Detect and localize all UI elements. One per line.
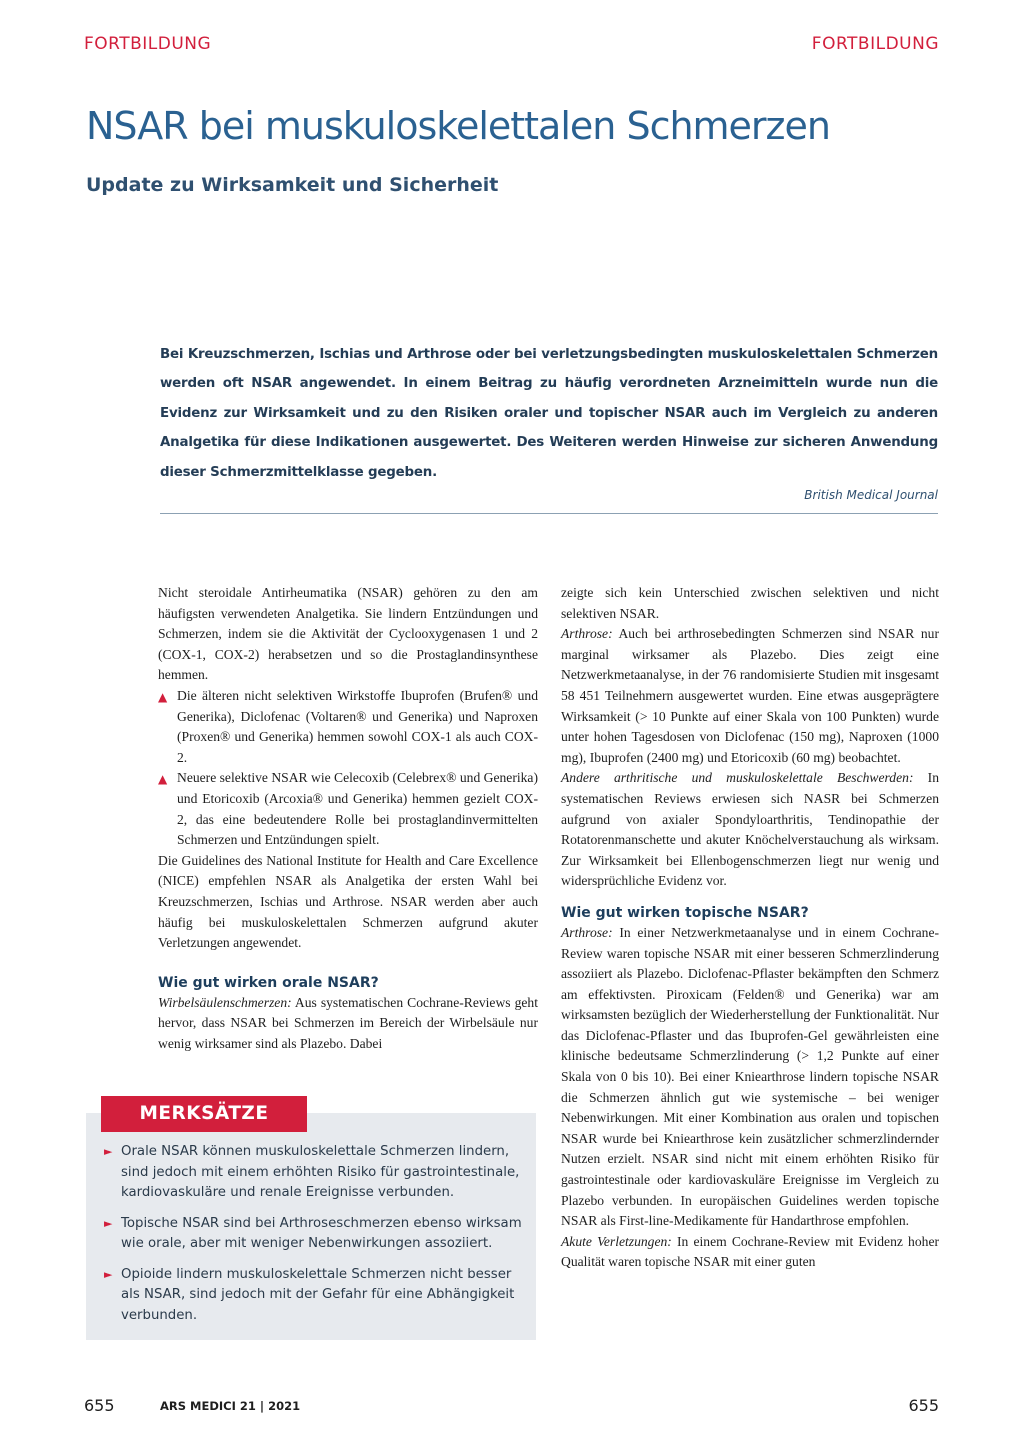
acute-injuries-label: Akute Verletzungen: — [561, 1233, 672, 1249]
list-item — [104, 1142, 524, 1204]
acute-injuries-text: In einem Cochrane-Review mit Evidenz hoher Qualität waren topische NSAR mit einer guten — [561, 1233, 939, 1270]
arthrosis-text: Auch bei arthrosebedingten Schmerzen sind NSAR nur marginal wirksamer als Plazebo. Dies zeigt eine Netzwerkmetaanalyse, in der 76 randomisierte Studien mit insgesamt 58 451 Teilnehmern ausgewertet wurden. Eine etwas ausgeprägtere Wirksamkeit (> 10 Punkte auf einer Skala von 100 Punkten) wurde unter hohen Tagesdosen von Diclofenac (150 mg), Naproxen (1000 mg), Ibuprofen (2400 mg) und Etoricoxib (60 mg) beobachtet. — [561, 626, 939, 765]
left-column — [158, 583, 538, 1054]
triangle-bullet-icon: ▲ — [158, 772, 168, 787]
other-complaints-label: Andere arthritische und muskuloskelettale Beschwerden: — [561, 770, 914, 786]
divider-rule — [160, 513, 938, 514]
page-number-left: 655 — [84, 1396, 115, 1415]
bullet-text: Neuere selektive NSAR wie Celecoxib (Celebrex® und Generika) und Etoricoxib (Arcoxia® und Generika) hemmen gezielt COX-2, das eine bedeutendere Rolle bei prostaglandinvermittelten Schmerzen und Entzündungen spielt. — [177, 770, 538, 848]
heading-topical-nsar: Wie gut wirken topische NSAR? — [561, 904, 809, 921]
spine-text: Aus systematischen Cochrane-Reviews geht hervor, dass NSAR bei Schmerzen im Bereich der Wirbelsäule nur wenig wirksamer sind als Plazebo. Dabei — [158, 994, 538, 1051]
arrow-bullet-icon: ► — [104, 1216, 113, 1230]
spine-paragraph — [158, 993, 538, 1055]
list-item — [104, 1265, 524, 1327]
journal-issue: ARS MEDICI 21 | 2021 — [160, 1399, 301, 1413]
source-credit: British Medical Journal — [804, 488, 938, 502]
topical-arthrosis-label: Arthrose: — [561, 924, 613, 940]
acute-injuries-paragraph — [561, 1232, 939, 1273]
merksatz-text: Orale NSAR können muskuloskelettale Schmerzen lindern, sind jedoch mit einem erhöhten Risiko für gastrointestinale, kardiovaskuläre und renale Ereignisse verbunden. — [121, 1144, 520, 1200]
spine-label: Wirbelsäulenschmerzen: — [158, 994, 292, 1010]
section-tag-right: FORTBILDUNG — [811, 34, 939, 54]
bullet-text: Die älteren nicht selektiven Wirkstoffe Ibuprofen (Brufen® und Generika), Diclofenac (Voltaren® und Generika) und Naproxen (Proxen® und Generika) hemmen sowohl COX-1 als auch COX-2. — [177, 687, 538, 765]
heading-oral-nsar: Wie gut wirken orale NSAR? — [158, 974, 379, 991]
section-tag-left: FORTBILDUNG — [84, 34, 212, 54]
lead-paragraph: Bei Kreuzschmerzen, Ischias und Arthrose oder bei verletzungsbedingten muskuloskelettalen Schmerzen werden oft NSAR angewendet. In einem Beitrag zu häufig verordneten Arzneimitteln wurde nun die Evidenz zur Wirksamkeit und zu den Risiken oraler und topischer NSAR auch im Vergleich zu anderen Analgetika für diese Indikationen ausgewertet. Des Weiteren werden Hinweise zur sicheren Anwendung dieser Schmerzmittelklasse gegeben. — [160, 347, 938, 480]
merksaetze-list — [104, 1142, 524, 1336]
arrow-bullet-icon: ► — [104, 1145, 113, 1158]
nsar-bullet-list — [158, 686, 538, 851]
topical-arthrosis-text: In einer Netzwerkmetaanalyse und in einem Cochrane-Review waren topische NSAR mit einer besseren Schmerzlinderung assoziiert als Plazebo. Diclofenac-Pflaster bekämpften den Schmerz am effektivsten. Piroxicam (Felden® und Generika) war am wirksamsten bezüglich der Wiederherstellung der Funktionalität. Nur das Diclofenac-Pflaster und das Ibuprofen-Gel gewährleisten eine klinische bedeutsame Schmerzlinderung (> 1,2 Punkte auf einer Skala von 0 bis 10). Bei einer Kniearthrose lindern topische NSAR die Schmerzen ähnlich gut wie systemische – bei weniger Nebenwirkungen. Mit einer Kombination aus oralen und topischen NSAR wurde bei Kniearthrose kein zusätzlicher schmerzlindernder Nutzen erzielt. NSAR sind nicht mit einem erhöhten Risiko für gastrointestinale oder kardiovaskuläre Ereignisse im Vergleich zu Plazebo verbunden. In europäischen Guidelines werden topische NSAR als First-line-Medikamente für Handarthrose empfohlen. — [561, 924, 939, 1229]
nice-paragraph: Die Guidelines des National Institute for Health and Care Excellence (NICE) empfehlen NSAR als Analgetika der ersten Wahl bei Kreuzschmerzen, Ischias und Arthrose. NSAR werden aber auch häufig bei muskuloskelettalen Schmerzen aufgrund akuter Verletzungen angewendet. — [158, 852, 538, 951]
merksatz-text: Topische NSAR sind bei Arthroseschmerzen ebenso wirksam wie orale, aber mit weniger Nebenwirkungen assoziiert. — [121, 1215, 522, 1251]
article-subtitle: Update zu Wirksamkeit und Sicherheit — [86, 174, 499, 196]
list-item — [158, 768, 538, 850]
merksatz-text: Opioide lindern muskuloskelettale Schmerzen nicht besser als NSAR, sind jedoch mit der Gefahr für eine Abhängigkeit verbunden. — [121, 1266, 515, 1323]
right-column — [561, 583, 939, 1273]
article-title: NSAR bei muskuloskelettalen Schmerzen — [86, 104, 830, 148]
merksaetze-title: MERKSÄTZE — [101, 1096, 307, 1132]
list-item — [158, 686, 538, 768]
other-complaints-paragraph — [561, 768, 939, 892]
arthrosis-paragraph — [561, 624, 939, 768]
other-complaints-text: In systematischen Reviews erwiesen sich NASR bei Schmerzen aufgrund von axialer Spondyloarthritis, Tendinopathie der Rotatorenmanschette und akuter Knöchelverstauchung als wirksam. Zur Wirksamkeit bei Ellenbogenschmerzen liegt nur wenig und widersprüchliche Evidenz vor. — [561, 770, 939, 889]
arrow-bullet-icon: ► — [104, 1267, 113, 1281]
topical-arthrosis-paragraph — [561, 923, 939, 1232]
intro-paragraph: Nicht steroidale Antirheumatika (NSAR) gehören zu den am häufigsten verwendeten Analgetika. Sie lindern Entzündungen und Schmerzen, indem sie die Aktivität der Cyclooxygenasen 1 und 2 (COX-1, COX-2) herabsetzen und so die Prostaglandinsynthese hemmen. — [158, 585, 538, 683]
continuation-paragraph: zeigte sich kein Unterschied zwischen selektiven und nicht selektiven NSAR. — [561, 585, 939, 621]
page-number-right: 655 — [908, 1396, 939, 1415]
triangle-bullet-icon: ▲ — [158, 689, 168, 704]
arthrosis-label: Arthrose: — [561, 626, 613, 642]
list-item — [104, 1214, 524, 1255]
